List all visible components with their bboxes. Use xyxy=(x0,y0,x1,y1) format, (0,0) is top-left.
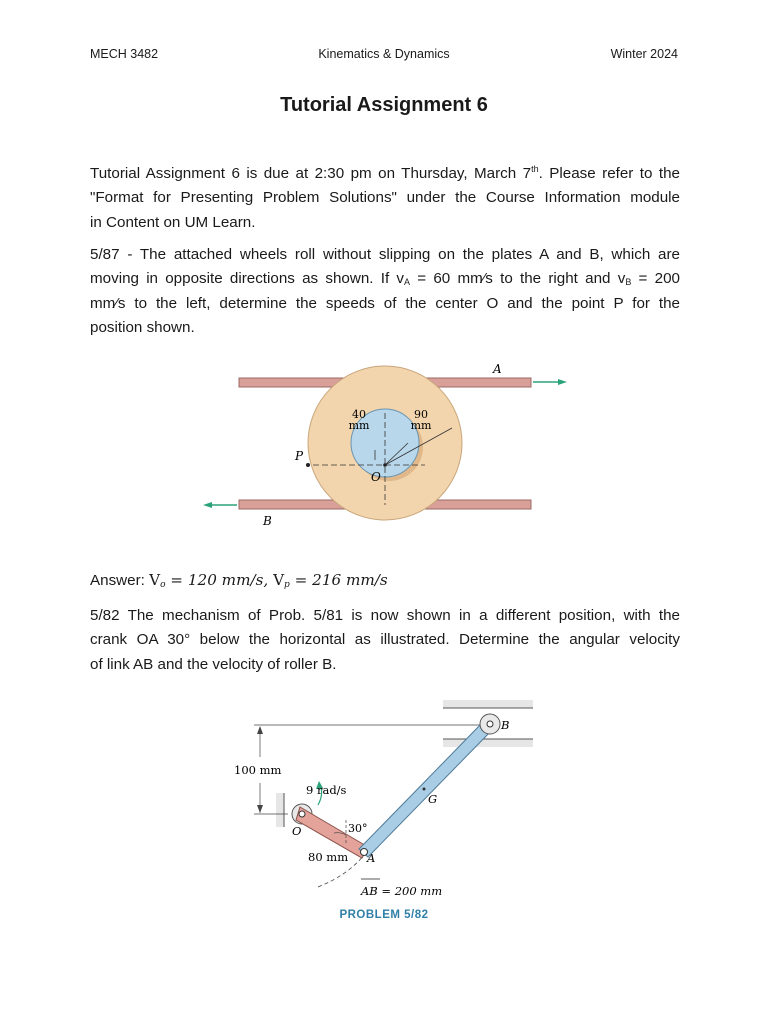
label-p: P xyxy=(295,449,304,463)
label-b: B xyxy=(263,514,272,528)
label-crank-length: 80 mm xyxy=(308,850,349,864)
label-o: O xyxy=(292,824,302,838)
dim-arrowhead-bottom xyxy=(257,805,263,813)
answer-vp: $V_p = 216$ mm/s xyxy=(273,571,388,590)
label-rate: 9 rad/s xyxy=(306,783,347,797)
answer-vo: $V_o = 120$ mm/s, xyxy=(149,571,274,590)
problem-587-line-3: mm⁄s to the left, determine the speeds of the center O and the point P for the xyxy=(90,294,680,312)
label-ab-length: AB = 200 mm xyxy=(361,884,443,898)
label-g: G xyxy=(428,792,438,806)
answer-label: Answer: xyxy=(90,572,150,589)
page-title: Tutorial Assignment 6 xyxy=(280,94,488,116)
link-ab xyxy=(359,720,494,857)
header-term: Winter 2024 xyxy=(610,47,678,61)
header-course-code: MECH 3482 xyxy=(90,47,159,61)
problem-582-line-2: crank OA 30° below the horizontal as illustrated. Determine the angular velocity xyxy=(90,631,680,649)
label-a: A xyxy=(367,851,376,865)
figure-caption: PROBLEM 5/82 xyxy=(339,909,429,921)
rail-bottom-hatch xyxy=(443,739,533,747)
point-p-dot xyxy=(306,463,310,467)
label-a: A xyxy=(493,362,502,376)
point-g xyxy=(423,788,426,791)
intro-paragraph xyxy=(90,162,680,235)
pin-o xyxy=(299,811,305,817)
intro-line-2: "Format for Presenting Problem Solutions" under the Course Information module xyxy=(90,189,680,207)
intro-line-3: in Content on UM Learn. xyxy=(90,213,256,231)
intro-line-1: Tutorial Assignment 6 is due at 2:30 pm on Thursday, March 7th. Please refer to the xyxy=(90,164,681,182)
answer-587 xyxy=(90,568,680,593)
wheel-figure xyxy=(195,355,585,540)
problem-587-line-1: 5/87 - The attached wheels roll without slipping on the plates A and B, which are xyxy=(90,246,680,263)
dim-inner-unit: mm xyxy=(348,419,370,432)
label-height: 100 mm xyxy=(234,763,282,777)
wall-hatch xyxy=(276,793,284,827)
problem-582-statement xyxy=(90,604,680,677)
mechanism-figure xyxy=(228,695,540,905)
header-course-title: Kinematics & Dynamics xyxy=(318,47,450,61)
problem-587-line-2: moving in opposite directions as shown. If $v_A = 60$ mm⁄s to the right and $v_B = 200$ xyxy=(90,270,680,288)
velocity-b-arrowhead xyxy=(203,502,212,508)
label-angle: 30° xyxy=(348,822,368,835)
rail-top-hatch xyxy=(443,700,533,708)
dim-outer-value: 90 xyxy=(414,408,428,421)
dim-outer-unit: mm xyxy=(410,419,432,432)
problem-587-statement xyxy=(90,243,680,340)
label-o: O xyxy=(371,470,381,484)
velocity-a-arrowhead xyxy=(558,379,567,385)
roller-b-pin xyxy=(487,721,493,727)
problem-582-line-1: 5/82 The mechanism of Prob. 5/81 is now shown in a different position, with the xyxy=(90,607,680,624)
dim-inner-value: 40 xyxy=(352,408,366,421)
label-b: B xyxy=(501,718,510,732)
dim-arrowhead-top xyxy=(257,726,263,734)
problem-582-line-3: of link AB and the velocity of roller B. xyxy=(90,655,337,673)
center-o-dot xyxy=(383,463,387,467)
problem-587-line-4: position shown. xyxy=(90,318,195,336)
